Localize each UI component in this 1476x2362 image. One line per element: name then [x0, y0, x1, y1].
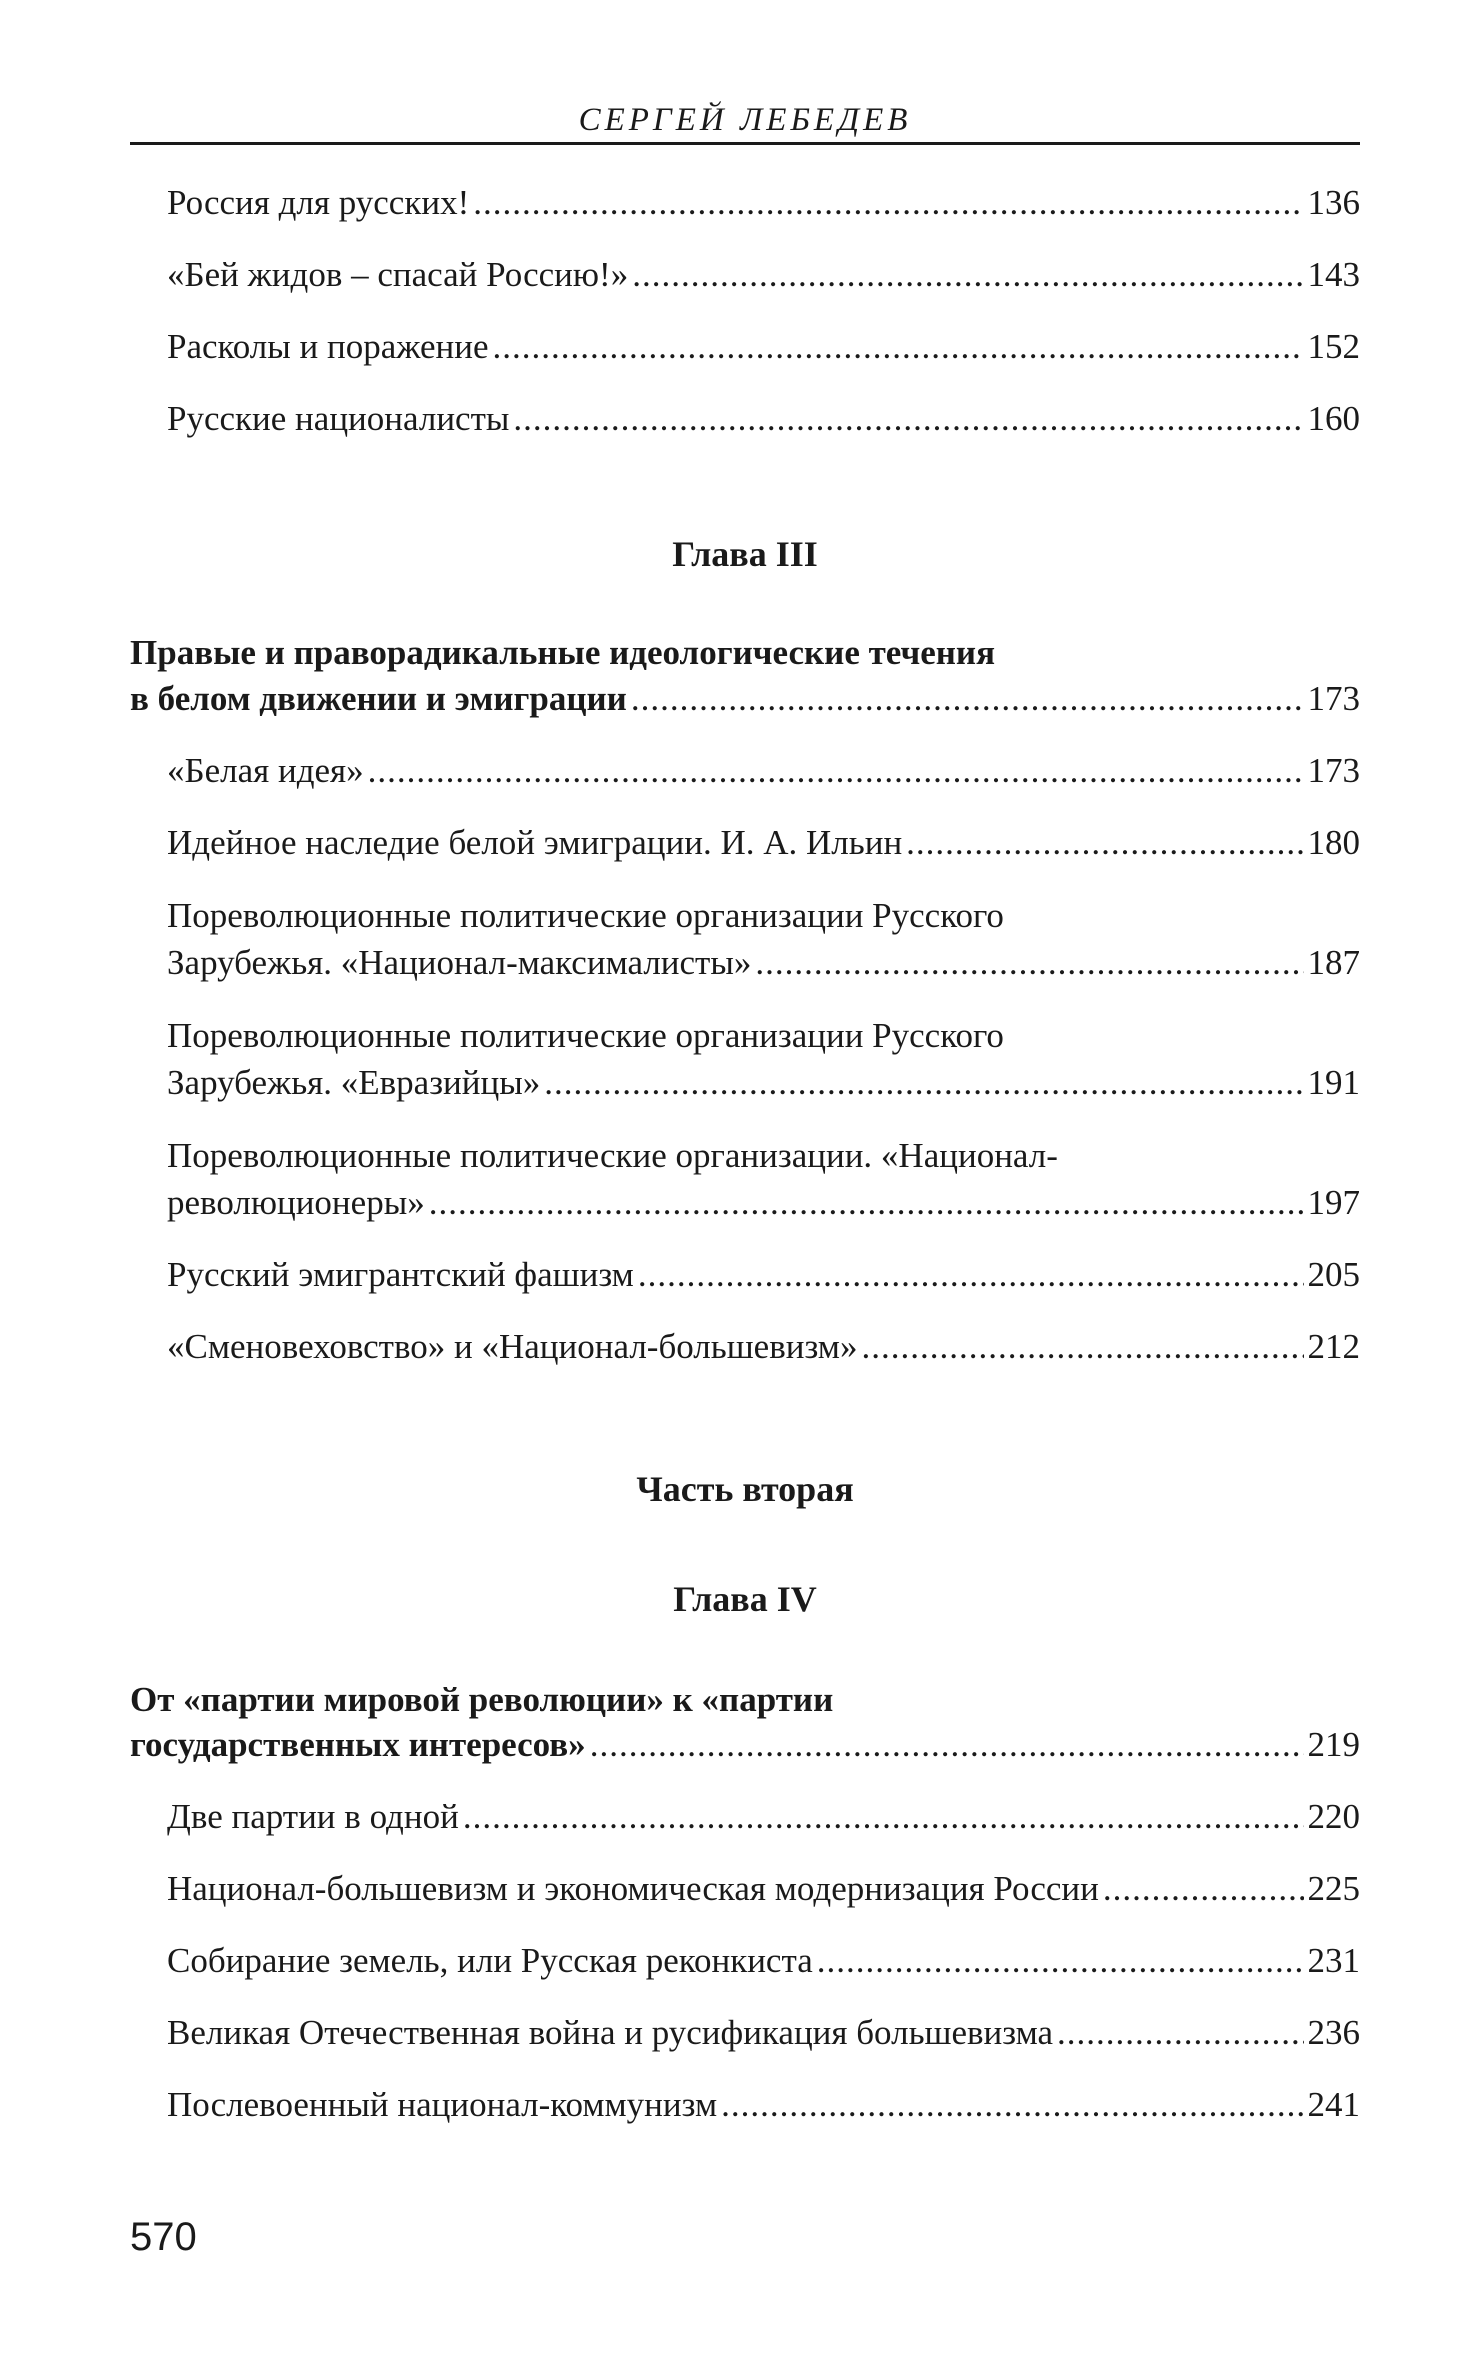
- toc-entry-page: 191: [1307, 1063, 1360, 1102]
- dot-leader: [861, 1324, 1303, 1370]
- dot-leader: [1057, 2010, 1303, 2056]
- toc-entry[interactable]: [167, 396, 1360, 442]
- toc-entry-title: «Сменовеховство» и «Национал-большевизм»: [167, 1327, 858, 1366]
- part-2-label: Часть вторая: [636, 1469, 854, 1509]
- dot-leader: [721, 2082, 1303, 2128]
- toc-entry-title: Россия для русских!: [167, 183, 470, 222]
- toc-entry-page: 152: [1307, 327, 1360, 366]
- toc-entry-title: Две партии в одной: [167, 1797, 459, 1836]
- toc-entry[interactable]: [167, 2082, 1360, 2128]
- toc-entry-title: Зарубежья. «Евразийцы»: [167, 1063, 541, 1102]
- toc-entry-page: 212: [1307, 1327, 1360, 1366]
- toc-entry-page: 160: [1307, 399, 1360, 438]
- toc-entry-title: Русские националисты: [167, 399, 510, 438]
- chapter-4-heading-entry[interactable]: [130, 1722, 1360, 1768]
- chapter-3-heading-page: 173: [1307, 679, 1360, 718]
- dot-leader: [429, 1180, 1304, 1226]
- dot-leader: [368, 748, 1304, 794]
- toc-entry-title: Расколы и поражение: [167, 327, 489, 366]
- toc-entry-page: 220: [1307, 1797, 1360, 1836]
- toc-entry-title: Зарубежья. «Национал-максималисты»: [167, 943, 752, 982]
- dot-leader: [463, 1794, 1304, 1840]
- toc-entry-page: 197: [1307, 1183, 1360, 1222]
- toc-entry[interactable]: [167, 1324, 1360, 1370]
- dot-leader: [755, 940, 1303, 986]
- toc-entry-title: революционеры»: [167, 1183, 425, 1222]
- toc-entry-title: Собирание земель, или Русская реконкиста: [167, 1941, 813, 1980]
- chapter-4-label: Глава IV: [673, 1579, 817, 1619]
- toc-entry-page: 136: [1307, 183, 1360, 222]
- dot-leader: [638, 1252, 1304, 1298]
- toc-entry-page: 236: [1307, 2013, 1360, 2052]
- toc-entry[interactable]: [167, 820, 1360, 866]
- dot-leader: [1103, 1866, 1304, 1912]
- toc-entry-title: «Белая идея»: [167, 751, 364, 790]
- toc-entry-page: 205: [1307, 1255, 1360, 1294]
- toc-entry[interactable]: [167, 1938, 1360, 1984]
- toc-entry[interactable]: [167, 1794, 1360, 1840]
- dot-leader: [493, 324, 1304, 370]
- chapter-4-heading-page: 219: [1307, 1725, 1360, 1764]
- toc-entry[interactable]: [167, 180, 1360, 226]
- chapter-3-label: Глава III: [672, 534, 818, 574]
- toc-entry-page: 180: [1307, 823, 1360, 862]
- toc-entry[interactable]: [167, 940, 1360, 986]
- toc-entry[interactable]: [167, 1866, 1360, 1912]
- dot-leader: [906, 820, 1303, 866]
- toc-entry[interactable]: [167, 2010, 1360, 2056]
- toc-entry-page: 225: [1307, 1869, 1360, 1908]
- dot-leader: [473, 180, 1303, 226]
- dot-leader: [632, 252, 1303, 298]
- toc-entry-line1: Пореволюционные политические организации Русского: [167, 896, 1004, 935]
- page-number: 570: [130, 2215, 197, 2259]
- toc-entry-page: 187: [1307, 943, 1360, 982]
- toc-entry-title: Идейное наследие белой эмиграции. И. А. Ильин: [167, 823, 903, 862]
- dot-leader: [817, 1938, 1304, 1984]
- toc-entry-title: Русский эмигрантский фашизм: [167, 1255, 634, 1294]
- chapter-4-heading-line2: государственных интересов»: [130, 1725, 586, 1764]
- toc-entry-page: 241: [1307, 2085, 1360, 2124]
- dot-leader: [513, 396, 1303, 442]
- toc-entry-line1: Пореволюционные политические организации. «Национал-: [167, 1136, 1058, 1175]
- toc-entry[interactable]: [167, 324, 1360, 370]
- chapter-3-heading-line1: Правые и праворадикальные идеологические течения: [130, 633, 996, 672]
- dot-leader: [631, 676, 1304, 722]
- toc-entry[interactable]: [167, 1180, 1360, 1226]
- toc-entry-title: Национал-большевизм и экономическая модернизация России: [167, 1869, 1099, 1908]
- toc-entry-page: 173: [1307, 751, 1360, 790]
- chapter-3-heading-entry[interactable]: [130, 676, 1360, 722]
- toc-entry-line1: Пореволюционные политические организации Русского: [167, 1016, 1004, 1055]
- chapter-4-heading-line1: От «партии мировой революции» к «партии: [130, 1680, 834, 1719]
- toc-entry-title: Послевоенный национал-коммунизм: [167, 2085, 718, 2124]
- toc-entry-title: Великая Отечественная война и русификация большевизма: [167, 2013, 1054, 2052]
- toc-entry-page: 143: [1307, 255, 1360, 294]
- dot-leader: [590, 1722, 1304, 1768]
- toc-entry[interactable]: [167, 748, 1360, 794]
- chapter-3-heading-line2: в белом движении и эмиграции: [130, 679, 627, 718]
- toc-entry[interactable]: [167, 1060, 1360, 1106]
- toc-entry[interactable]: [167, 1252, 1360, 1298]
- toc-entry-title: «Бей жидов – спасай Россию!»: [167, 255, 629, 294]
- running-head: СЕРГЕЙ ЛЕБЕДЕВ: [130, 98, 1360, 145]
- dot-leader: [544, 1060, 1303, 1106]
- toc-entry-page: 231: [1307, 1941, 1360, 1980]
- toc-entry[interactable]: [167, 252, 1360, 298]
